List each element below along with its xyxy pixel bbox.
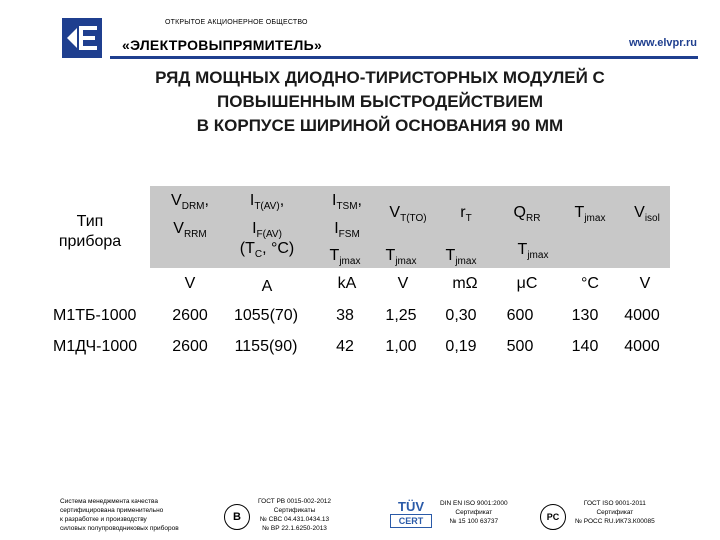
condition-tjmax: $T_{jmax}$ [329,247,361,267]
table-cell: 2600 [172,338,208,355]
qms-statement: Система менеджмента качества сертифицирована применительно к разработке и производству силовых полупроводниковых приборов [60,498,179,532]
header-slope-resistance: $r_T$ [460,204,472,224]
din-certificate: DIN EN ISO 9001:2000 Сертификат № 15 100 63737 [440,500,508,525]
page-title [80,66,680,138]
military-cert-icon: B [224,504,250,530]
gost-certificates: ГОСТ РВ 0015-002-2012 Сертификаты № СВС 04.431.0434.13 № ВР 22.1.6250-2013 [258,498,332,532]
company-name: «ЭЛЕКТРОВЫПРЯМИТЕЛЬ» [122,37,323,53]
table-cell: 0,19 [445,338,477,355]
table-cell: 4000 [624,307,660,324]
table-cell: 140 [571,338,599,355]
table-cell: 1155(90) [234,338,298,355]
header-divider [110,56,698,59]
table-cell: 600 [506,307,534,324]
title-line-3: В КОРПУСЕ ШИРИНОЙ ОСНОВАНИЯ 90 ММ [196,116,564,135]
tuv-cert-logo: TÜV CERT [390,500,432,532]
header-case-temp: ($T_C$, °C) [239,240,295,260]
unit-cell: V [639,275,651,292]
unit-cell: V [184,275,196,292]
header-isolation-voltage: $V_{isol}$ [634,204,660,224]
table-cell: 1,25 [385,307,417,324]
device-name: М1ДЧ-1000 [53,338,138,355]
header-recovery-charge: $Q_{RR}$ [513,204,541,224]
condition-tjmax: $T_{jmax}$ [385,247,417,267]
header-surge-current: $I_{TSM}$, $I_{FSM}$ [331,192,362,240]
table-cell: 0,30 [445,307,477,324]
company-logo [62,18,102,58]
table-cell: 2600 [172,307,208,324]
table-cell: 130 [571,307,599,324]
header-voltage: $V_{DRM}$, $V_{RRM}$ [171,192,209,240]
table-cell: 38 [336,307,354,324]
unit-cell: mΩ [452,275,478,292]
condition-tjmax: $T_{jmax}$ [517,241,549,261]
table-cell: 42 [336,338,354,355]
header-device-type: Тип прибора [58,213,122,250]
iso-certificate: ГОСТ ISO 9001-2011 Сертификат № РОСС RU.ИК73.К00085 [575,500,655,525]
table-cell: 4000 [624,338,660,355]
rosstandart-cert-icon: PC [540,504,566,530]
condition-tjmax: $T_{jmax}$ [445,247,477,267]
title-line-2: ПОВЫШЕННЫМ БЫСТРОДЕЙСТВИЕМ [217,92,543,111]
header-current: $I_{T(AV)}$, $I_{F(AV)}$ [249,192,285,240]
company-type: ОТКРЫТОЕ АКЦИОНЕРНОЕ ОБЩЕСТВО [165,19,308,26]
title-line-1: РЯД МОЩНЫХ ДИОДНО-ТИРИСТОРНЫХ МОДУЛЕЙ С [155,68,605,87]
unit-cell: V [397,275,409,292]
unit-cell: kA [337,275,357,292]
header-max-junction-temp: $T_{jmax}$ [574,204,606,224]
table-cell: 1,00 [385,338,417,355]
unit-cell: A [261,278,273,295]
device-name: М1ТБ-1000 [53,307,137,324]
website-link[interactable]: www.elvpr.ru [628,37,697,49]
unit-cell: °C [581,275,599,292]
table-cell: 500 [506,338,534,355]
header-threshold-voltage: $V_{T(TO)}$ [389,204,427,224]
table-cell: 1055(70) [233,307,299,324]
unit-cell: μC [516,275,538,292]
